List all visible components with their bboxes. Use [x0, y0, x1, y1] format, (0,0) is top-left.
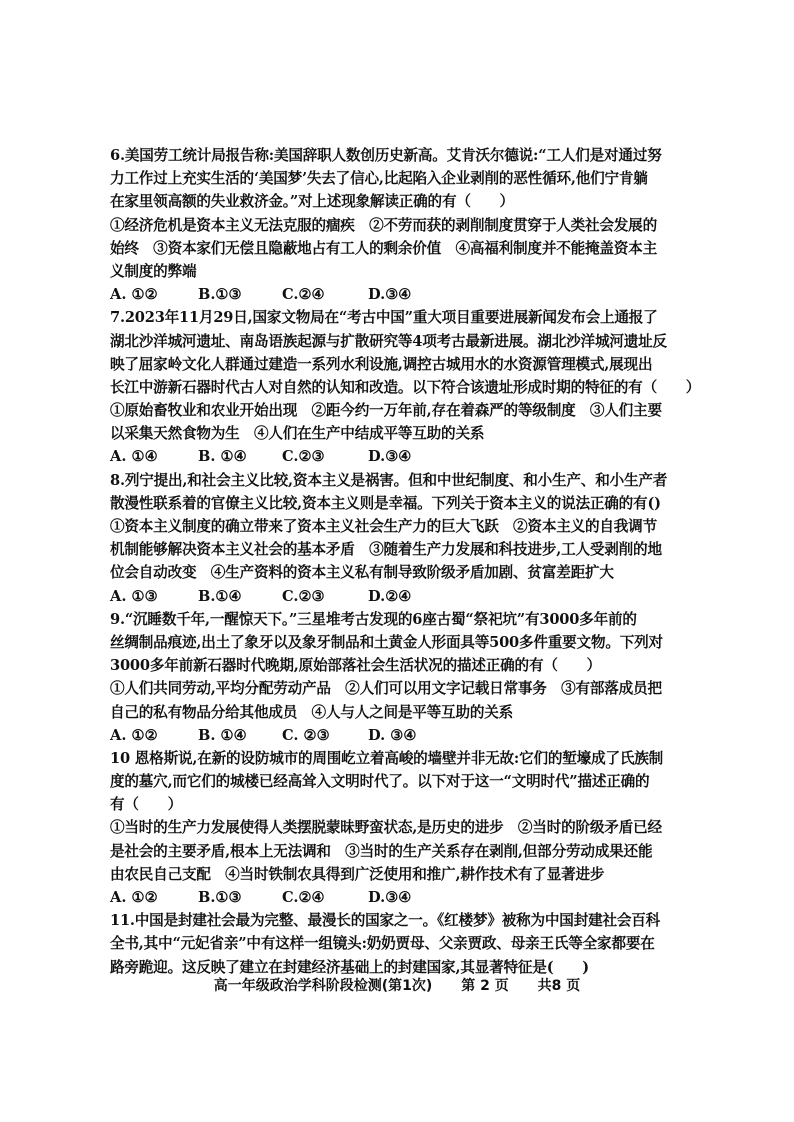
question-text-line: 7.2023年11月29日,国家文物局在“考古中国”重大项目重要进展新闻发布会上通报了	[110, 309, 658, 327]
question-block	[110, 608, 685, 747]
answer-option: A. ①④	[110, 448, 158, 466]
question-text-line: 度的墓穴,而它们的城楼已经高耸入文明时代了。以下对于这一“文明时代”描述正确的	[110, 773, 650, 791]
question-text-line: 3000多年前新石器时代晚期,原始部落社会生活状况的描述正确的有（ ）	[110, 657, 601, 675]
answer-option: B.①③	[198, 286, 242, 304]
answer-option: A. ①②	[110, 889, 158, 906]
question-text-line: 是社会的主要矛盾,根本上无法调和 ③当时的生产关系存在剥削,但部分劳动成果还能	[110, 842, 653, 860]
answer-option: C.②③	[282, 448, 325, 466]
answer-option: C.②④	[282, 889, 325, 906]
answer-option: A. ①②	[110, 286, 158, 304]
question-text-line: 全书,其中“元妃省亲”中有这样一组镜头:奶奶贾母、父亲贾政、母亲王氏等全家都要在	[110, 935, 655, 953]
question-block	[110, 909, 685, 979]
answer-options	[110, 445, 685, 468]
footer-page-number: 第 2 页	[461, 978, 509, 994]
answer-options	[110, 585, 685, 608]
page-footer	[0, 975, 794, 995]
answer-option: C.②③	[282, 587, 325, 605]
answer-option: A. ①②	[110, 726, 158, 744]
question-text-line: 散漫性联系着的官僚主义比较,资本主义则是幸福。下列关于资本主义的说法正确的有()	[110, 494, 661, 512]
question-text-line: ①原始畜牧业和农业开始出现 ②距今约一万年前,存在着森严的等级制度 ③人们主要	[110, 402, 662, 420]
answer-option: D.②④	[368, 587, 412, 605]
question-text-line: 映了屈家岭文化人群通过建造一系列水利设施,调控古城用水的水资源管理模式,展现出	[110, 355, 653, 373]
question-text-line: ①资本主义制度的确立带来了资本主义社会生产力的巨大飞跃 ②资本主义的自我调节	[110, 518, 657, 535]
question-text-line: 力工作过上充实生活的‘美国梦’失去了信心,比起陷入企业剥削的恶性循环,他们宁肯躺	[110, 170, 648, 188]
answer-option: D.③④	[368, 448, 412, 466]
question-text-line: ①经济危机是资本主义无法克服的痼疾 ②不劳而获的剥削制度贯穿于人类社会发展的	[110, 216, 657, 234]
question-text-line: 自己的私有物品分给其他成员 ④人与人之间是平等互助的关系	[110, 703, 514, 721]
question-block	[110, 306, 701, 468]
answer-options	[110, 724, 685, 747]
answer-option: B. ①④	[198, 726, 247, 744]
question-text-line: 在家里领高额的失业救济金。”对上述现象解读正确的有（ ）	[110, 193, 514, 211]
answer-options	[110, 283, 685, 306]
answer-option: C.②④	[282, 286, 325, 304]
question-text-line: 由农民自己支配 ④当时铁制农具得到广泛使用和推广,耕作技术有了显著进步	[110, 865, 605, 883]
question-text-line: 有（ ）	[110, 796, 182, 814]
question-text-line: 湖北沙洋城河遗址、南岛语族起源与扩散研究等4项考古最新进展。湖北沙洋城河遗址反	[110, 332, 667, 350]
question-list	[110, 144, 701, 979]
question-text-line: 机制能够解决资本主义社会的基本矛盾 ③随着生产力发展和科技进步,工人受剥削的地	[110, 541, 662, 559]
question-text-line: 义制度的弊端	[110, 262, 197, 280]
footer-total-pages: 共8 页	[537, 978, 581, 994]
answer-option: B. ①④	[198, 448, 247, 466]
question-text-line: 10 恩格斯说,在新的设防城市的周围屹立着高峻的墙壁并非无故:它们的堑壕成了氏族制	[110, 749, 664, 767]
question-block	[110, 747, 685, 909]
answer-option: B.①③	[198, 889, 242, 906]
answer-option: D. ③④	[368, 726, 417, 744]
question-text-line: 始终 ③资本家们无偿且隐蔽地占有工人的剩余价值 ④高福利制度并不能掩盖资本主	[110, 239, 657, 257]
answer-option: D.③④	[368, 286, 412, 304]
question-text-line: ①当时的生产力发展使得人类摆脱蒙昧野蛮状态,是历史的进步 ②当时的阶级矛盾已经	[110, 819, 662, 837]
question-text-line: 丝绸制品痕迹,出土了象牙以及象牙制品和土黄金人形面具等500多件重要文物。下列对	[110, 633, 663, 651]
answer-options	[110, 886, 685, 909]
question-text-line: 位会自动改变 ④生产资料的资本主义私有制导致阶级矛盾加剧、贫富差距扩大	[110, 564, 614, 582]
question-text-line: ①人们共同劳动,平均分配劳动产品 ②人们可以用文字记载日常事务 ③有部落成员把	[110, 680, 662, 698]
question-block	[110, 469, 685, 608]
footer-title: 高一年级政治学科阶段检测(第1次)	[213, 978, 433, 994]
question-text-line: 以采集天然食物为生 ④人们在生产中结成平等互助的关系	[110, 425, 485, 443]
question-block	[110, 144, 685, 306]
answer-option: D.③④	[368, 889, 412, 906]
question-text-line: 6.美国劳工统计局报告称:美国辞职人数创历史新高。艾肯沃尔德说:“工人们是对通过努	[110, 147, 662, 164]
question-text-line: 长江中游新石器时代古人对自然的认知和改造。以下符合该遗址形成时期的特征的有（ ）	[110, 378, 701, 396]
answer-option: A. ①③	[110, 587, 158, 605]
question-text-line: 路旁跪迎。这反映了建立在封建经济基础上的封建国家,其显著特征是( )	[110, 958, 589, 976]
question-text-line: 11.中国是封建社会最为完整、最漫长的国家之一。《红楼梦》被称为中国封建社会百科	[110, 912, 661, 930]
question-text-line: 9.“沉睡数千年,一醒惊天下。”三星堆考古发现的6座古蜀“祭祀坑”有3000多年前的	[110, 610, 637, 628]
answer-option: C. ②③	[282, 726, 330, 744]
question-text-line: 8.列宁提出,和社会主义比较,资本主义是祸害。但和中世纪制度、和小生产、和小生产者	[110, 471, 668, 489]
answer-option: B.①④	[198, 587, 242, 605]
